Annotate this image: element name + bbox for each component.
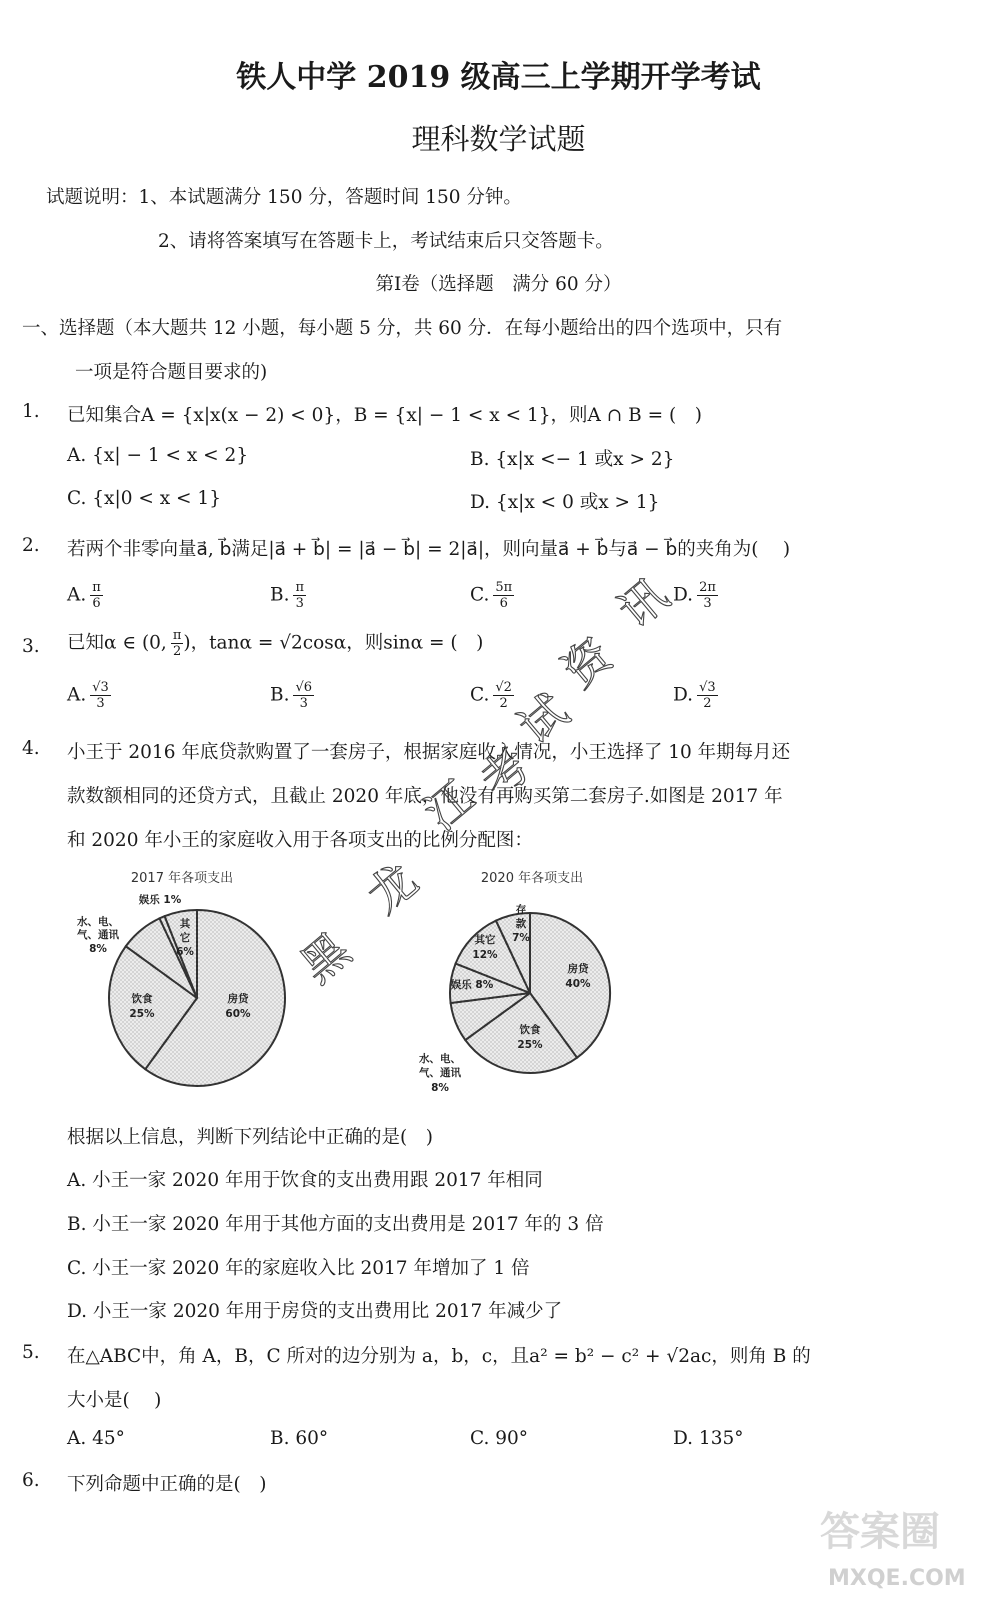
instruction-1: 试题说明：1、本试题满分 150 分，答题时间 150 分钟。 — [46, 187, 522, 208]
q3-option-b: B. $\frac{√6}{3}$ — [270, 680, 313, 711]
q1-option-a: A. {x| − 1 < x < 2} — [67, 445, 249, 466]
q3-text: 已知α ∈ (0, $\frac{\pi}{2}$ )，tanα = √2cosα，则sinα = ( ) — [67, 628, 484, 659]
pie-2017-label-utilities-1: 水、电、 — [77, 916, 119, 928]
pie-2020-label-cunkuan-pct: 7% — [512, 932, 530, 944]
pie-2017-label-fangdai: 房贷 — [227, 993, 249, 1005]
q5-line-1: 在△ABC中，角 A，B，C 所对的边分别为 a，b，c，且a² = b² − c² + √2ac，则角 B 的 — [67, 1346, 811, 1367]
brand-watermark: 答案圈 — [820, 1509, 940, 1555]
chart-2017-title: 2017 年各项支出 — [130, 871, 234, 886]
part-heading-line2: 一项是符合题目要求的) — [75, 362, 268, 383]
exam-subtitle: 理科数学试题 — [411, 122, 586, 156]
pie-2020-label-utilities-pct: 8% — [431, 1082, 449, 1094]
q1-option-d: D. {x|x < 0 或x > 1} — [470, 492, 660, 513]
q4-option-b: B. 小王一家 2020 年用于其他方面的支出费用是 2017 年的 3 倍 — [67, 1214, 604, 1235]
q4-line-2: 款数额相同的还贷方式，且截止 2020 年底，他没有再购买第二套房子.如图是 2017 年 — [67, 786, 783, 807]
q4-question: 根据以上信息，判断下列结论中正确的是( ) — [67, 1127, 433, 1148]
part-heading-line1: 一、选择题（本大题共 12 小题，每小题 5 分，共 60 分．在每小题给出的四个选项中，只有 — [22, 318, 783, 339]
q5-option-b: B. 60° — [270, 1428, 329, 1449]
pie-charts — [0, 855, 997, 1105]
q2-option-c: C. $\frac{5\pi}{6}$ — [470, 580, 513, 611]
pie-2017-label-qita-pct: 6% — [176, 946, 194, 958]
q3-option-d: D. $\frac{√3}{2}$ — [673, 680, 716, 711]
pie-2017-label-qita-2: 它 — [179, 932, 191, 944]
q1-number: 1. — [22, 401, 40, 422]
q2-text: 若两个非零向量a⃗, b⃗满足|a⃗ + b⃗| = |a⃗ − b⃗| = 2|a⃗|，则向量a⃗ + b⃗与a⃗ − b⃗的夹角为( ) — [67, 539, 791, 560]
q6-number: 6. — [22, 1470, 40, 1491]
pie-2017-label-utilities-pct: 8% — [89, 943, 107, 955]
q5-number: 5. — [22, 1342, 40, 1363]
q5-line-2: 大小是( ) — [67, 1390, 162, 1411]
q5-option-a: A. 45° — [67, 1428, 125, 1449]
watermark-char-6: 资 — [552, 627, 623, 699]
watermark-char-7: 讯 — [608, 567, 679, 639]
pie-2020-label-utilities-2: 气、通讯 — [419, 1067, 461, 1079]
pie-2017-label-yinshi: 饮食 — [131, 993, 153, 1005]
pie-2017-label-utilities-2: 气、通讯 — [77, 929, 119, 941]
q4-line-1: 小王于 2016 年底贷款购置了一套房子，根据家庭收入情况，小王选择了 10 年期每月还 — [67, 742, 791, 763]
pie-2017-label-qita-1: 其 — [179, 918, 191, 930]
q4-option-d: D. 小王一家 2020 年用于房贷的支出费用比 2017 年减少了 — [67, 1301, 563, 1322]
instruction-2: 2、请将答案填写在答题卡上，考试结束后只交答题卡。 — [158, 231, 614, 252]
pie-2020-label-cunkuan-1: 存 — [515, 904, 527, 916]
q4-line-3: 和 2020 年小王的家庭收入用于各项支出的比例分配图： — [67, 830, 533, 851]
q2-option-b: B. $\frac{\pi}{3}$ — [270, 580, 305, 611]
q1-text: 已知集合A = {x|x(x − 2) < 0}，B = {x| − 1 < x < 1}，则A ∩ B = ( ) — [67, 405, 702, 426]
pie-2020-label-qita: 其它 — [474, 934, 496, 946]
watermark-char-5: 试 — [508, 683, 579, 755]
q1-option-b: B. {x|x <− 1 或x > 2} — [470, 449, 675, 470]
brand-watermark-url: MXQE.COM — [828, 1566, 966, 1591]
q2-option-a: A. $\frac{\pi}{6}$ — [67, 580, 101, 611]
pie-2020-label-fangdai-pct: 40% — [565, 978, 591, 990]
q3-option-a: A. $\frac{√3}{3}$ — [67, 680, 109, 711]
pie-2020-label-qita-pct: 12% — [472, 949, 498, 961]
section-title: 第Ⅰ卷（选择题 满分 60 分） — [375, 274, 622, 295]
pie-2020-label-yule: 娱乐 8% — [450, 979, 494, 991]
q3-option-c: C. $\frac{√2}{2}$ — [470, 680, 512, 711]
pie-2017-label-yinshi-pct: 25% — [129, 1008, 155, 1020]
chart-2020-title: 2020 年各项支出 — [480, 871, 584, 886]
exam-title: 铁人中学 2019 级高三上学期开学考试 — [236, 60, 761, 95]
q6-text: 下列命题中正确的是( ) — [67, 1474, 267, 1495]
q2-option-d: D. $\frac{2\pi}{3}$ — [673, 580, 716, 611]
q5-option-d: D. 135° — [673, 1428, 744, 1449]
pie-2020-label-cunkuan-2: 款 — [515, 918, 527, 930]
pie-2020-label-yinshi: 饮食 — [519, 1024, 541, 1036]
pie-2017-label-fangdai-pct: 60% — [225, 1008, 251, 1020]
q4-option-a: A. 小王一家 2020 年用于饮食的支出费用跟 2017 年相同 — [67, 1170, 543, 1191]
watermark-char-2: 龙 — [357, 852, 428, 924]
pie-2020-label-utilities-1: 水、电、 — [419, 1053, 461, 1065]
q4-number: 4. — [22, 738, 40, 759]
watermark-char-1: 黑 — [290, 922, 361, 994]
pie-2020-label-yinshi-pct: 25% — [517, 1039, 543, 1051]
q2-number: 2. — [22, 535, 40, 556]
watermark-char-3: 江 — [414, 769, 485, 841]
q5-option-c: C. 90° — [470, 1428, 529, 1449]
q4-option-c: C. 小王一家 2020 年的家庭收入比 2017 年增加了 1 倍 — [67, 1258, 530, 1279]
pie-2017-label-yule: 娱乐 1% — [138, 894, 182, 906]
pie-2020-label-fangdai: 房贷 — [567, 963, 589, 975]
q3-number: 3. — [22, 636, 40, 657]
watermark-char-4: 考 — [470, 737, 541, 809]
q1-option-c: C. {x|0 < x < 1} — [67, 488, 221, 509]
